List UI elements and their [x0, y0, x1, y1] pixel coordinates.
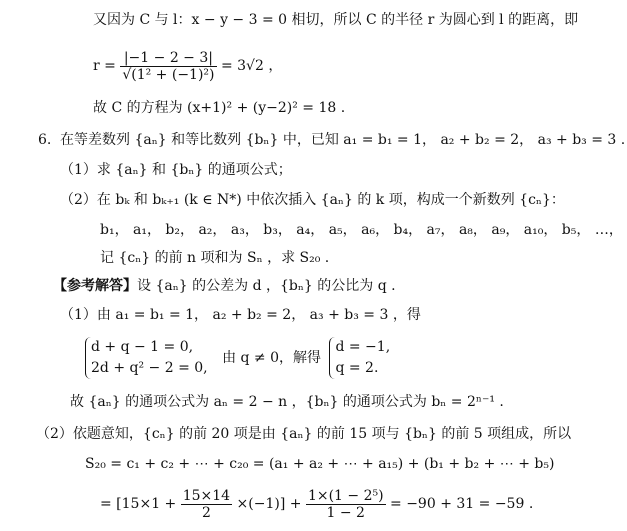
solution-line1: d = −1, — [335, 339, 391, 355]
final-mid: ×(−1)] + — [236, 496, 302, 512]
sum-decomposition: S₂₀ = c₁ + c₂ + ⋯ + c₂₀ = (a₁ + a₂ + ⋯ + a₁₅) + (b₁ + b₂ + ⋯ + b₅) — [85, 456, 555, 472]
frac1-numerator: 15×14 — [182, 487, 231, 504]
part2-ask: 记 {cₙ} 的前 n 项和为 Sₙ ，求 S₂₀ . — [100, 250, 330, 266]
frac1-denominator: 2 — [201, 504, 211, 521]
part1-question: （1）求 {aₙ} 和 {bₙ} 的通项公式； — [60, 162, 292, 178]
solution2-intro: （2）依题意知，{cₙ} 的前 20 项是由 {aₙ} 的前 15 项与 {bₙ} 的前 5 项组成，所以 — [36, 426, 572, 442]
answer-intro-line — [53, 276, 396, 296]
answer-intro: 设 {aₙ} 的公差为 d ，{bₙ} 的公比为 q . — [137, 278, 396, 294]
solution1-result: 故 {aₙ} 的通项公式为 aₙ = 2 − n ，{bₙ} 的通项公式为 bₙ = 2ⁿ⁻¹ . — [70, 394, 504, 410]
frac2-denominator: 1 − 2 — [326, 504, 365, 521]
radius-numerator: |−1 − 2 − 3| — [120, 50, 216, 67]
problem-stem: 在等差数列 {aₙ} 和等比数列 {bₙ} 中，已知 a₁ = b₁ = 1， a₂ + b₂ = 2， a₃ + b₃ = 3 . — [60, 132, 626, 148]
radius-reasoning-line: 又因为 C 与 l：x − y − 3 = 0 相切，所以 C 的半径 r 为圆心到 l 的距离，即 — [93, 12, 579, 28]
answer-tag: 【参考解答】 — [53, 278, 137, 294]
solution-line2: q = 2. — [335, 360, 379, 376]
part2-question: （2）在 bₖ 和 bₖ₊₁ (k ∈ N*) 中依次插入 {aₙ} 的 k 项，构成一个新数列 {cₙ}： — [60, 192, 565, 208]
final-lhs: = [15×1 + — [100, 496, 177, 512]
final-computation — [100, 482, 533, 526]
frac2-numerator: 1×(1 − 2⁵) — [307, 487, 384, 504]
equation-systems — [85, 336, 390, 380]
system-eq-line2: 2d + q² − 2 = 0, — [91, 360, 208, 376]
new-sequence: b₁， a₁， b₂， a₂， a₃， b₃， a₄， a₅， a₆， b₄， a₇， a₈， a₉， a₁₀， b₅， …， — [100, 222, 623, 238]
radius-denominator: √(1² + (−1)²) — [122, 66, 215, 83]
system-middle-text: 由 q ≠ 0，解得 — [222, 350, 322, 366]
final-rhs: = −90 + 31 = −59 . — [390, 496, 534, 512]
problem-number: 6. — [38, 132, 52, 148]
circle-equation-line: 故 C 的方程为 (x+1)² + (y−2)² = 18 . — [93, 100, 346, 116]
radius-fraction — [120, 50, 216, 83]
geo-sum-fraction — [306, 488, 386, 521]
arith-sum-fraction — [181, 488, 232, 521]
system-equations — [85, 337, 208, 379]
system-solution — [329, 337, 390, 379]
solution1-given: （1）由 a₁ = b₁ = 1， a₂ + b₂ = 2， a₃ + b₃ = 3 ，得 — [60, 307, 421, 323]
radius-lhs: r = — [93, 58, 116, 74]
system-eq-line1: d + q − 1 = 0, — [91, 339, 194, 355]
radius-rhs: = 3√2 ， — [220, 58, 283, 74]
radius-formula — [93, 46, 282, 86]
